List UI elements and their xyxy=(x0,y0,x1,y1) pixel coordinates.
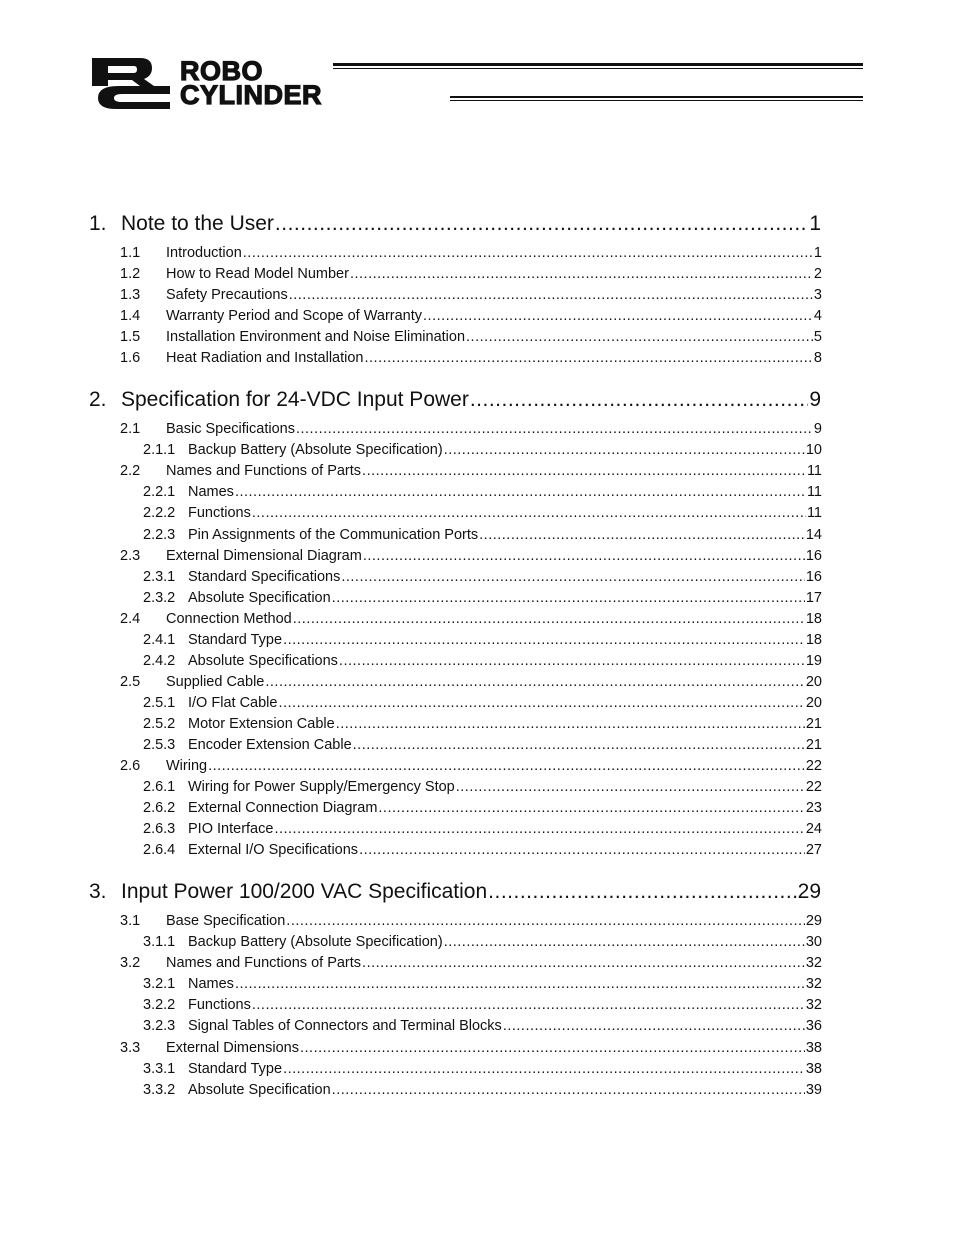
toc-entry-title: Heat Radiation and Installation xyxy=(166,350,364,366)
toc-entry[interactable] xyxy=(120,758,822,778)
toc-leader-dots xyxy=(363,548,805,564)
toc-entry-number: 2.3.1 xyxy=(143,569,176,585)
toc-entry[interactable] xyxy=(120,1040,822,1060)
toc-entry[interactable] xyxy=(143,505,822,525)
toc-leader-dots xyxy=(286,913,805,929)
toc-entry-number: 3.2.1 xyxy=(143,976,176,992)
toc-entry-title: Absolute Specifications xyxy=(188,653,338,669)
toc-entry-number: 2.2 xyxy=(120,463,141,479)
toc-entry-page: 1 xyxy=(813,245,822,261)
toc-leader-dots xyxy=(423,308,813,324)
toc-entry-title: How to Read Model Number xyxy=(166,266,349,282)
toc-entry-page: 21 xyxy=(805,716,822,732)
toc-leader-dots xyxy=(265,674,805,690)
toc-leader-dots xyxy=(275,212,808,236)
toc-entry-number: 1.5 xyxy=(120,329,141,345)
toc-entry-number: 2.6.4 xyxy=(143,842,176,858)
toc-entry-page: 4 xyxy=(813,308,822,324)
toc-entry-number: 2.5 xyxy=(120,674,141,690)
toc-leader-dots xyxy=(503,1018,805,1034)
toc-entry-number: 2.2.3 xyxy=(143,527,176,543)
toc-entry[interactable] xyxy=(143,1061,822,1081)
toc-entry-title: Connection Method xyxy=(166,611,292,627)
toc-entry[interactable] xyxy=(143,653,822,673)
toc-leader-dots xyxy=(444,934,805,950)
toc-entry-number: 3. xyxy=(89,880,107,903)
toc-leader-dots xyxy=(283,632,805,648)
toc-entry[interactable] xyxy=(143,737,822,757)
toc-entry-title: Safety Precautions xyxy=(166,287,288,303)
toc-entry-title: External I/O Specifications xyxy=(188,842,359,858)
toc-entry-title: Names xyxy=(188,976,234,992)
toc-leader-dots xyxy=(332,590,805,606)
toc-entry[interactable] xyxy=(120,463,822,483)
toc-entry-title: Wiring xyxy=(166,758,208,774)
toc-entry-title: Installation Environment and Noise Elimination xyxy=(166,329,466,345)
toc-entry-title: Pin Assignments of the Communication Ports xyxy=(188,527,479,543)
toc-entry[interactable] xyxy=(143,800,822,820)
toc-entry-number: 1.2 xyxy=(120,266,141,282)
toc-entry-title: Names xyxy=(188,484,234,500)
toc-entry-page: 3 xyxy=(813,287,822,303)
toc-entry-title: External Dimensional Diagram xyxy=(166,548,362,564)
toc-entry-title: Standard Type xyxy=(188,632,283,648)
toc-entry-title: Basic Specifications xyxy=(166,421,295,437)
toc-leader-dots xyxy=(235,976,805,992)
toc-entry-number: 2.1 xyxy=(120,421,141,437)
toc-entry-number: 3.3.1 xyxy=(143,1061,176,1077)
toc-entry-title: Backup Battery (Absolute Specification) xyxy=(188,934,443,950)
toc-entry[interactable] xyxy=(143,442,822,462)
toc-entry[interactable] xyxy=(120,245,822,265)
toc-entry[interactable] xyxy=(120,266,822,286)
toc-entry-title: Signal Tables of Connectors and Terminal Blocks xyxy=(188,1018,502,1034)
toc-leader-dots xyxy=(293,611,805,627)
toc-entry-page: 29 xyxy=(805,913,822,929)
toc-entry-title: Base Specification xyxy=(166,913,286,929)
toc-entry[interactable] xyxy=(143,842,822,862)
toc-entry-page: 39 xyxy=(805,1082,822,1098)
toc-entry[interactable] xyxy=(120,611,822,631)
toc-entry[interactable] xyxy=(143,934,822,954)
toc-leader-dots xyxy=(274,821,804,837)
toc-leader-dots xyxy=(444,442,805,458)
toc-entry-title: External Dimensions xyxy=(166,1040,299,1056)
toc-entry[interactable] xyxy=(143,527,822,547)
toc-entry-page: 27 xyxy=(805,842,822,858)
toc-entry-page: 11 xyxy=(806,484,822,500)
toc-entry-title: Introduction xyxy=(166,245,242,261)
toc-entry-title: Standard Specifications xyxy=(188,569,341,585)
toc-entry-page: 22 xyxy=(805,758,822,774)
toc-entry-page: 22 xyxy=(805,779,822,795)
toc-entry-page: 20 xyxy=(805,695,822,711)
toc-entry-page: 19 xyxy=(805,653,822,669)
toc-entry-number: 2. xyxy=(89,388,107,411)
toc-entry[interactable] xyxy=(120,548,822,568)
toc-leader-dots xyxy=(243,245,813,261)
toc-entry[interactable] xyxy=(143,716,822,736)
toc-entry-title: External Connection Diagram xyxy=(188,800,378,816)
toc-entry[interactable] xyxy=(143,1018,822,1038)
toc-leader-dots xyxy=(278,695,804,711)
toc-entry-number: 2.6.1 xyxy=(143,779,176,795)
toc-entry-number: 3.2.3 xyxy=(143,1018,176,1034)
toc-entry-page: 18 xyxy=(805,632,822,648)
toc-entry-page: 14 xyxy=(805,527,822,543)
toc-entry-page: 11 xyxy=(806,505,822,521)
toc-entry-number: 3.3.2 xyxy=(143,1082,176,1098)
toc-entry-page: 38 xyxy=(805,1061,822,1077)
toc-entry-page: 20 xyxy=(805,674,822,690)
toc-leader-dots xyxy=(252,505,806,521)
toc-entry-title: I/O Flat Cable xyxy=(188,695,278,711)
toc-entry-number: 2.2.2 xyxy=(143,505,176,521)
toc-leader-dots xyxy=(479,527,805,543)
toc-leader-dots xyxy=(353,737,805,753)
toc-entry-number: 1.3 xyxy=(120,287,141,303)
toc-entry[interactable] xyxy=(120,421,822,441)
toc-leader-dots xyxy=(339,653,805,669)
brand-line-robo: ROBO xyxy=(180,56,263,86)
toc-entry[interactable] xyxy=(143,779,822,799)
toc-chapter-entry[interactable] xyxy=(89,212,821,238)
toc-entry-page: 1 xyxy=(809,212,821,235)
toc-entry-title: Encoder Extension Cable xyxy=(188,737,352,753)
toc-entry-number: 2.6.3 xyxy=(143,821,176,837)
toc-entry-page: 24 xyxy=(805,821,822,837)
toc-entry-title: Absolute Specification xyxy=(188,590,331,606)
toc-entry-title: Input Power 100/200 VAC Specification xyxy=(121,880,488,903)
toc-entry[interactable] xyxy=(143,632,822,652)
toc-chapter-entry[interactable] xyxy=(89,880,821,906)
brand-line-cylinder: CYLINDER xyxy=(180,80,323,110)
toc-entry-number: 2.4.2 xyxy=(143,653,176,669)
toc-entry-title: Names and Functions of Parts xyxy=(166,463,362,479)
toc-leader-dots xyxy=(362,463,806,479)
toc-entry[interactable] xyxy=(143,997,822,1017)
toc-leader-dots xyxy=(378,800,804,816)
toc-entry-number: 2.4 xyxy=(120,611,141,627)
toc-entry-number: 2.3 xyxy=(120,548,141,564)
toc-entry[interactable] xyxy=(120,350,822,370)
toc-entry-page: 23 xyxy=(805,800,822,816)
toc-entry[interactable] xyxy=(143,821,822,841)
toc-entry-number: 1.1 xyxy=(120,245,141,261)
toc-entry-page: 38 xyxy=(805,1040,822,1056)
toc-entry-number: 3.1 xyxy=(120,913,141,929)
toc-entry-title: Functions xyxy=(188,997,251,1013)
toc-entry[interactable] xyxy=(120,329,822,349)
toc-leader-dots xyxy=(362,955,805,971)
toc-entry[interactable] xyxy=(143,1082,822,1102)
toc-entry-page: 16 xyxy=(805,569,822,585)
toc-entry-title: Absolute Specification xyxy=(188,1082,331,1098)
toc-entry-page: 8 xyxy=(813,350,822,366)
toc-leader-dots xyxy=(488,880,796,904)
toc-entry-title: Wiring for Power Supply/Emergency Stop xyxy=(188,779,455,795)
toc-entry-number: 2.2.1 xyxy=(143,484,176,500)
toc-entry-number: 2.1.1 xyxy=(143,442,176,458)
toc-entry-title: Specification for 24-VDC Input Power xyxy=(121,388,469,411)
toc-entry[interactable] xyxy=(143,976,822,996)
toc-leader-dots xyxy=(350,266,813,282)
toc-leader-dots xyxy=(296,421,813,437)
toc-entry-page: 2 xyxy=(813,266,822,282)
toc-entry-page: 32 xyxy=(805,955,822,971)
toc-entry-page: 5 xyxy=(813,329,822,345)
toc-leader-dots xyxy=(252,997,805,1013)
toc-entry-title: Note to the User xyxy=(121,212,274,235)
toc-entry-page: 18 xyxy=(805,611,822,627)
toc-entry-title: Backup Battery (Absolute Specification) xyxy=(188,442,443,458)
toc-entry[interactable] xyxy=(143,484,822,504)
toc-leader-dots xyxy=(466,329,813,345)
toc-leader-dots xyxy=(235,484,806,500)
toc-leader-dots xyxy=(300,1040,805,1056)
toc-entry-page: 10 xyxy=(805,442,822,458)
toc-chapter-entry[interactable] xyxy=(89,388,821,414)
toc-entry-page: 21 xyxy=(805,737,822,753)
toc-entry-number: 3.2 xyxy=(120,955,141,971)
toc-entry-title: Supplied Cable xyxy=(166,674,265,690)
toc-entry-number: 2.4.1 xyxy=(143,632,176,648)
toc-entry-number: 3.1.1 xyxy=(143,934,176,950)
toc-leader-dots xyxy=(336,716,805,732)
toc-entry-title: Warranty Period and Scope of Warranty xyxy=(166,308,423,324)
toc-entry-number: 1.4 xyxy=(120,308,141,324)
toc-entry[interactable] xyxy=(120,674,822,694)
toc-entry-page: 36 xyxy=(805,1018,822,1034)
toc-entry-number: 3.3 xyxy=(120,1040,141,1056)
toc-entry-page: 9 xyxy=(809,388,821,411)
toc-leader-dots xyxy=(208,758,805,774)
toc-entry[interactable] xyxy=(120,913,822,933)
toc-entry[interactable] xyxy=(120,955,822,975)
toc-entry-page: 16 xyxy=(805,548,822,564)
toc-entry-number: 2.5.1 xyxy=(143,695,176,711)
toc-entry-page: 9 xyxy=(813,421,822,437)
toc-leader-dots xyxy=(283,1061,805,1077)
toc-entry[interactable] xyxy=(143,569,822,589)
toc-leader-dots xyxy=(359,842,805,858)
toc-entry-page: 32 xyxy=(805,976,822,992)
toc-entry[interactable] xyxy=(143,695,822,715)
toc-entry[interactable] xyxy=(120,287,822,307)
toc-entry-title: Functions xyxy=(188,505,251,521)
toc-entry-page: 32 xyxy=(805,997,822,1013)
toc-entry-number: 2.5.3 xyxy=(143,737,176,753)
toc-entry-number: 2.3.2 xyxy=(143,590,176,606)
toc-entry-number: 2.6.2 xyxy=(143,800,176,816)
toc-entry[interactable] xyxy=(143,590,822,610)
toc-entry-page: 30 xyxy=(805,934,822,950)
toc-leader-dots xyxy=(332,1082,805,1098)
toc-entry-page: 11 xyxy=(806,463,822,479)
toc-entry-title: Motor Extension Cable xyxy=(188,716,335,732)
toc-entry-number: 2.5.2 xyxy=(143,716,176,732)
toc-entry-number: 1.6 xyxy=(120,350,141,366)
toc-entry-number: 2.6 xyxy=(120,758,141,774)
toc-entry[interactable] xyxy=(120,308,822,328)
toc-entry-title: Standard Type xyxy=(188,1061,283,1077)
toc-leader-dots xyxy=(365,350,813,366)
toc-leader-dots xyxy=(289,287,813,303)
toc-leader-dots xyxy=(456,779,805,795)
toc-entry-number: 3.2.2 xyxy=(143,997,176,1013)
toc-entry-title: PIO Interface xyxy=(188,821,274,837)
toc-leader-dots xyxy=(470,388,808,412)
toc-leader-dots xyxy=(341,569,805,585)
toc-entry-page: 29 xyxy=(797,880,821,903)
toc-entry-page: 17 xyxy=(805,590,822,606)
toc-entry-title: Names and Functions of Parts xyxy=(166,955,362,971)
toc-entry-number: 1. xyxy=(89,212,107,235)
